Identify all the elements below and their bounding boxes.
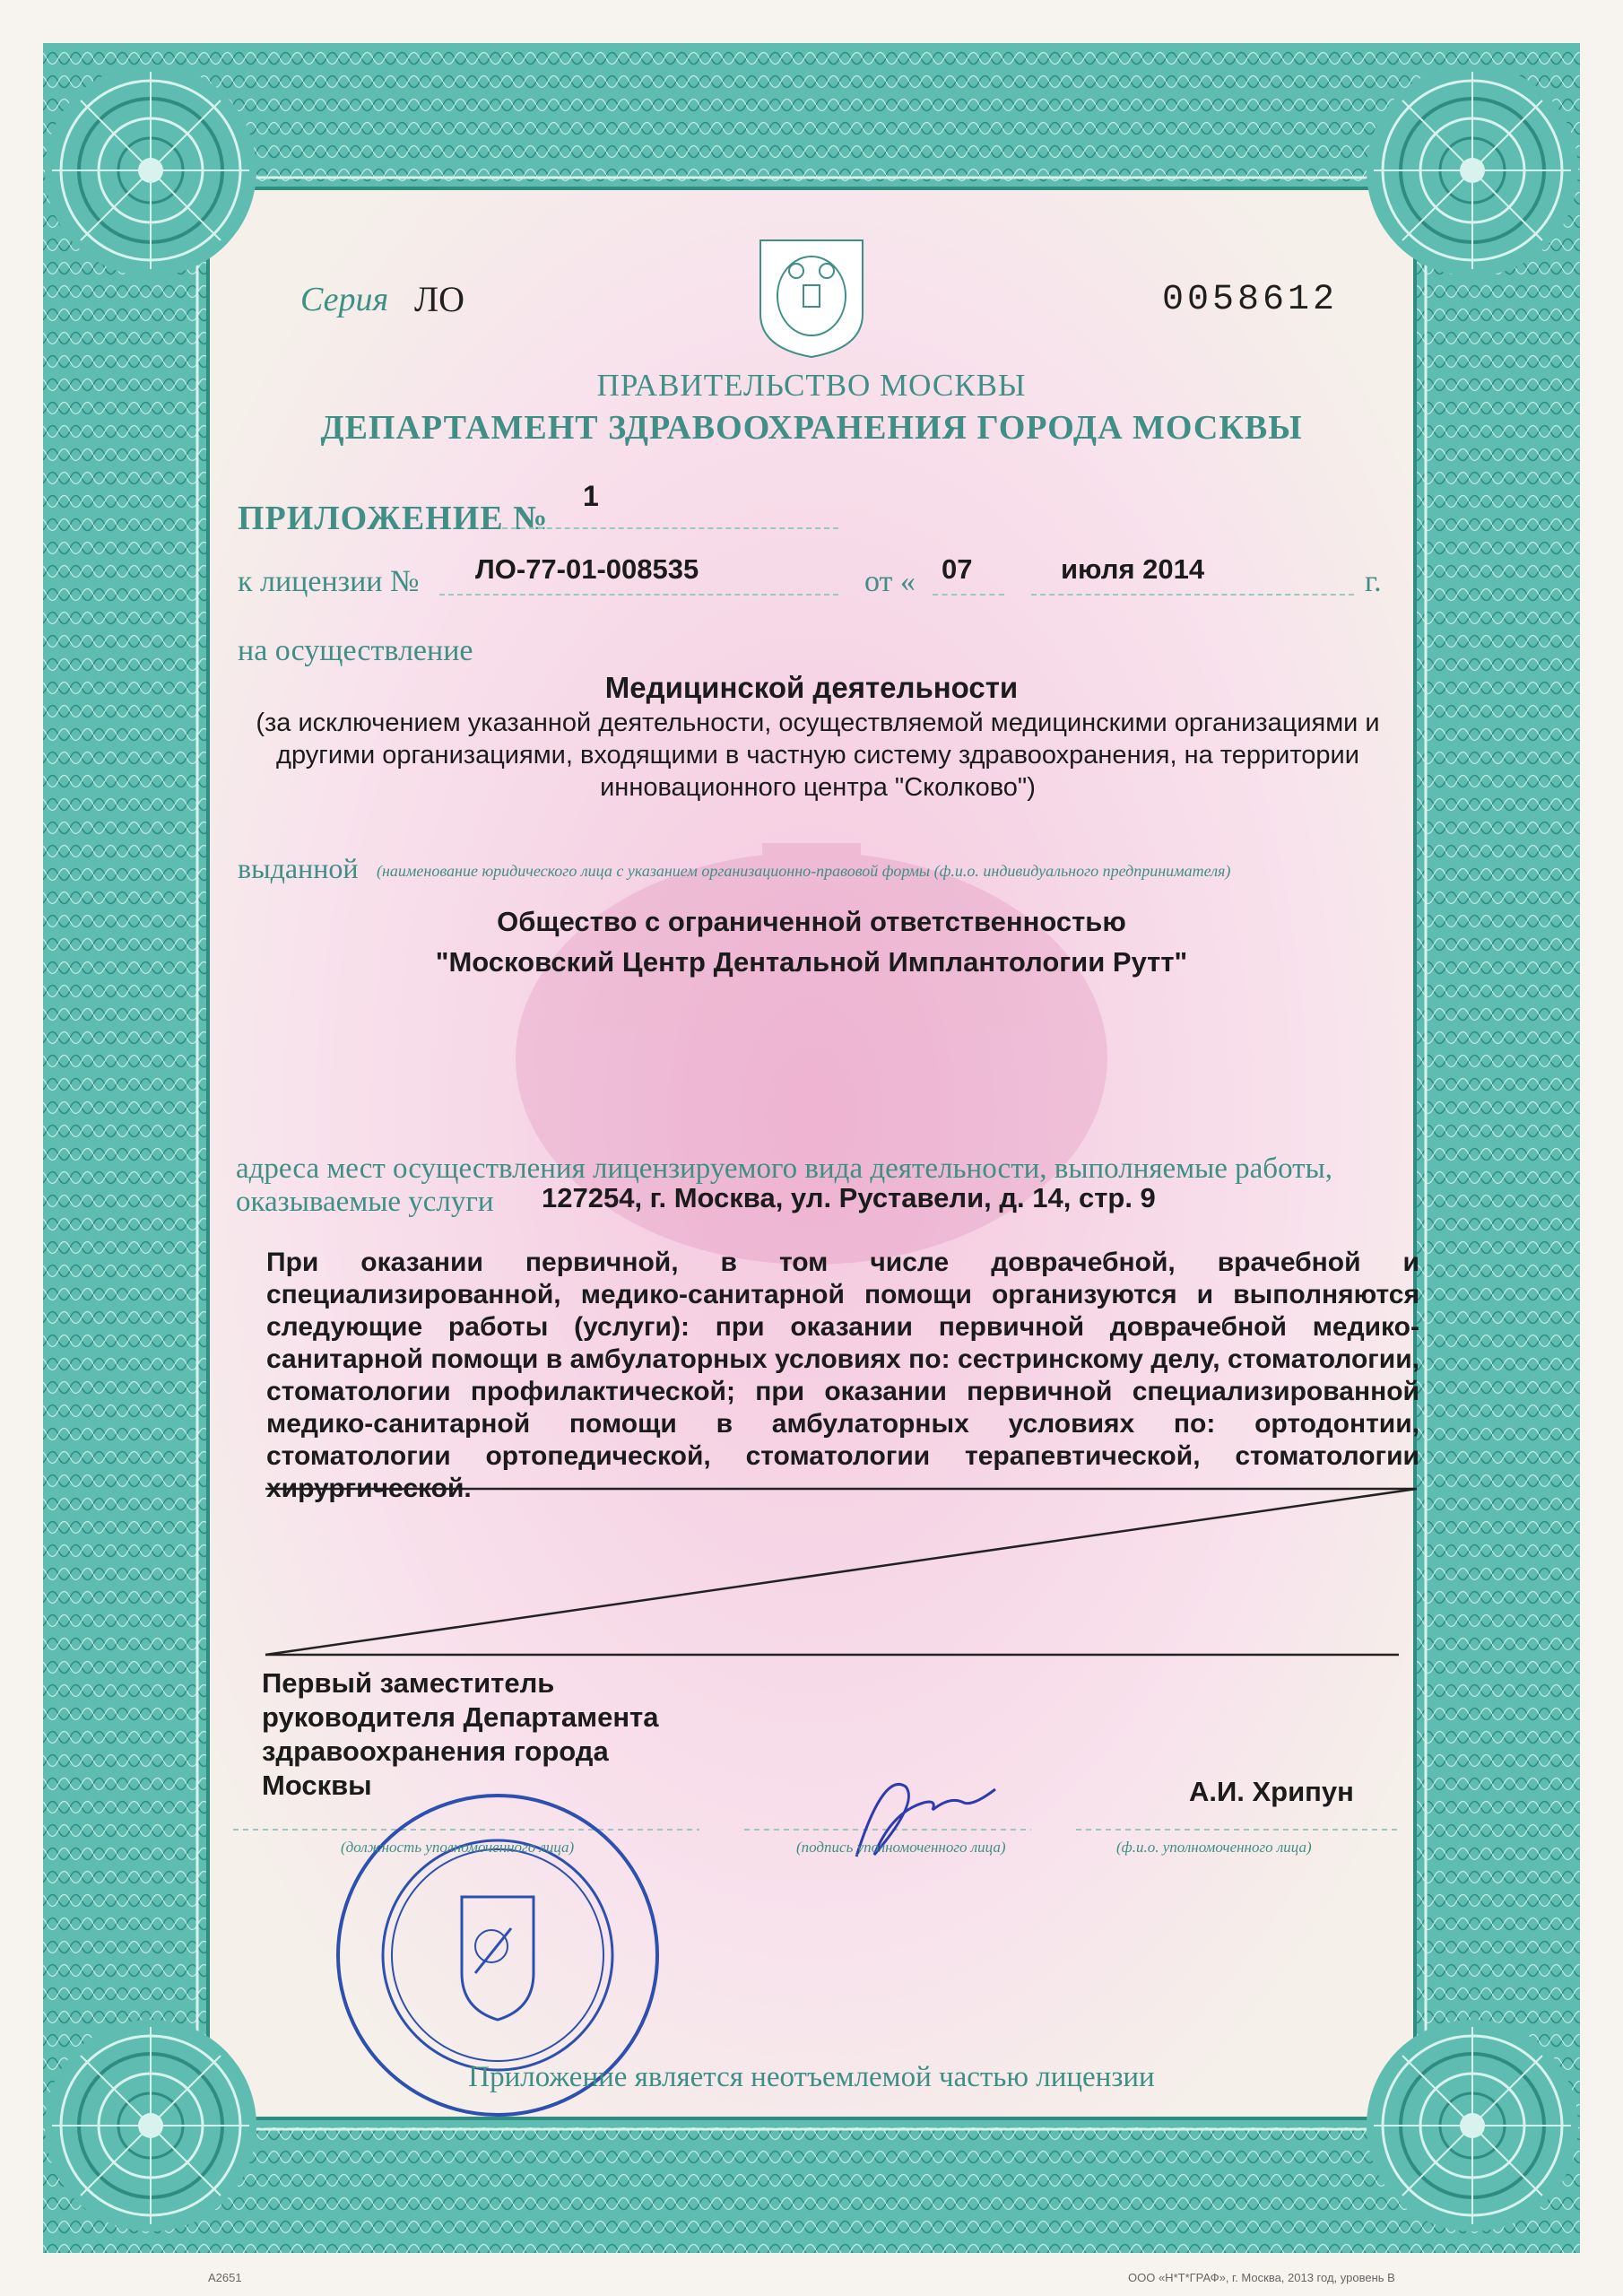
signatory-position-line: Москвы <box>262 1770 372 1801</box>
year-suffix: г. <box>1365 565 1382 598</box>
activity-title: Медицинской деятельности <box>604 671 1019 704</box>
government-title: ПРАВИТЕЛЬСТВО МОСКВЫ <box>596 368 1027 403</box>
address-label-line2: оказываемые услуги <box>236 1186 494 1218</box>
purpose-label: на осуществление <box>238 634 473 667</box>
license-number: ЛО-77-01-008535 <box>475 553 699 585</box>
address-value: 127254, г. Москва, ул. Руставели, д. 14, стр. 9 <box>542 1182 1156 1213</box>
signature-hint: (подпись уполномоченного лица) <box>796 1839 1006 1856</box>
position-hint: (должность уполномоченного лица) <box>341 1839 575 1856</box>
print-code: А2651 <box>208 2271 242 2284</box>
signatory-position-line: здравоохранения города <box>262 1735 609 1767</box>
appendix-label: ПРИЛОЖЕНИЕ № <box>238 500 549 537</box>
date-from-label: от « <box>864 565 916 598</box>
footer-text: Приложение является неотъемлемой частью лицензии <box>468 2061 1155 2093</box>
signatory-position <box>262 1666 658 1803</box>
name-hint: (ф.и.о. уполномоченного лица) <box>1116 1839 1312 1856</box>
license-date-day: 07 <box>942 553 973 585</box>
signatory-name: А.И. Хрипун <box>1189 1776 1354 1807</box>
issued-label: выданной <box>238 852 359 884</box>
organization-form: Общество с ограниченной ответственностью <box>497 906 1126 937</box>
license-date-month-year: июля 2014 <box>1061 553 1205 585</box>
address-label-line1: адреса мест осуществления лицензируемого вида деятельности, выполняемые работы, <box>236 1152 1332 1185</box>
series-label: Серия <box>300 281 389 318</box>
coat-of-arms-icon <box>760 240 863 357</box>
series-value: ЛО <box>414 279 465 319</box>
organization-name: "Московский Центр Дентальной Имплантологии Рутт" <box>435 946 1188 978</box>
signatory-position-line: Первый заместитель <box>262 1667 555 1699</box>
department-title: ДЕПАРТАМЕНТ ЗДРАВООХРАНЕНИЯ ГОРОДА МОСКВЫ <box>320 409 1303 447</box>
activity-note: (за исключением указанной деятельности, осуществляемой медицинскими организациями и другими организациями, входящими в частную систему здравоохранения, на территории инновационного центра "Сколково") <box>256 709 1380 802</box>
issued-hint: (наименование юридического лица с указанием организационно-правовой формы (ф.и.о. индивидуального предпринимателя) <box>377 862 1231 880</box>
printer-info: ООО «Н*Т*ГРАФ», г. Москва, 2013 год, уровень В <box>1128 2271 1395 2284</box>
signatory-position-line: руководителя Департамента <box>262 1701 659 1733</box>
services-text: При оказании первичной, в том числе доврачебной, врачебной и специализированной, медико-санитарной помощи организуются и выполняются следующие работы (услуги): при оказании первичной доврачебной медико-санитарной помощи в амбулаторных условиях по: сестринскому делу, стоматологии, стоматологии профилактической; при оказании первичной специализированной медико-санитарной помощи в амбулаторных условиях по: ортодонтии, стоматологии ортопедической, стоматологии терапевтической, стоматологии хирургической. <box>266 1248 1419 1503</box>
license-label: к лицензии № <box>238 565 420 598</box>
serial-number: 0058612 <box>1162 280 1339 320</box>
appendix-number: 1 <box>583 480 599 512</box>
